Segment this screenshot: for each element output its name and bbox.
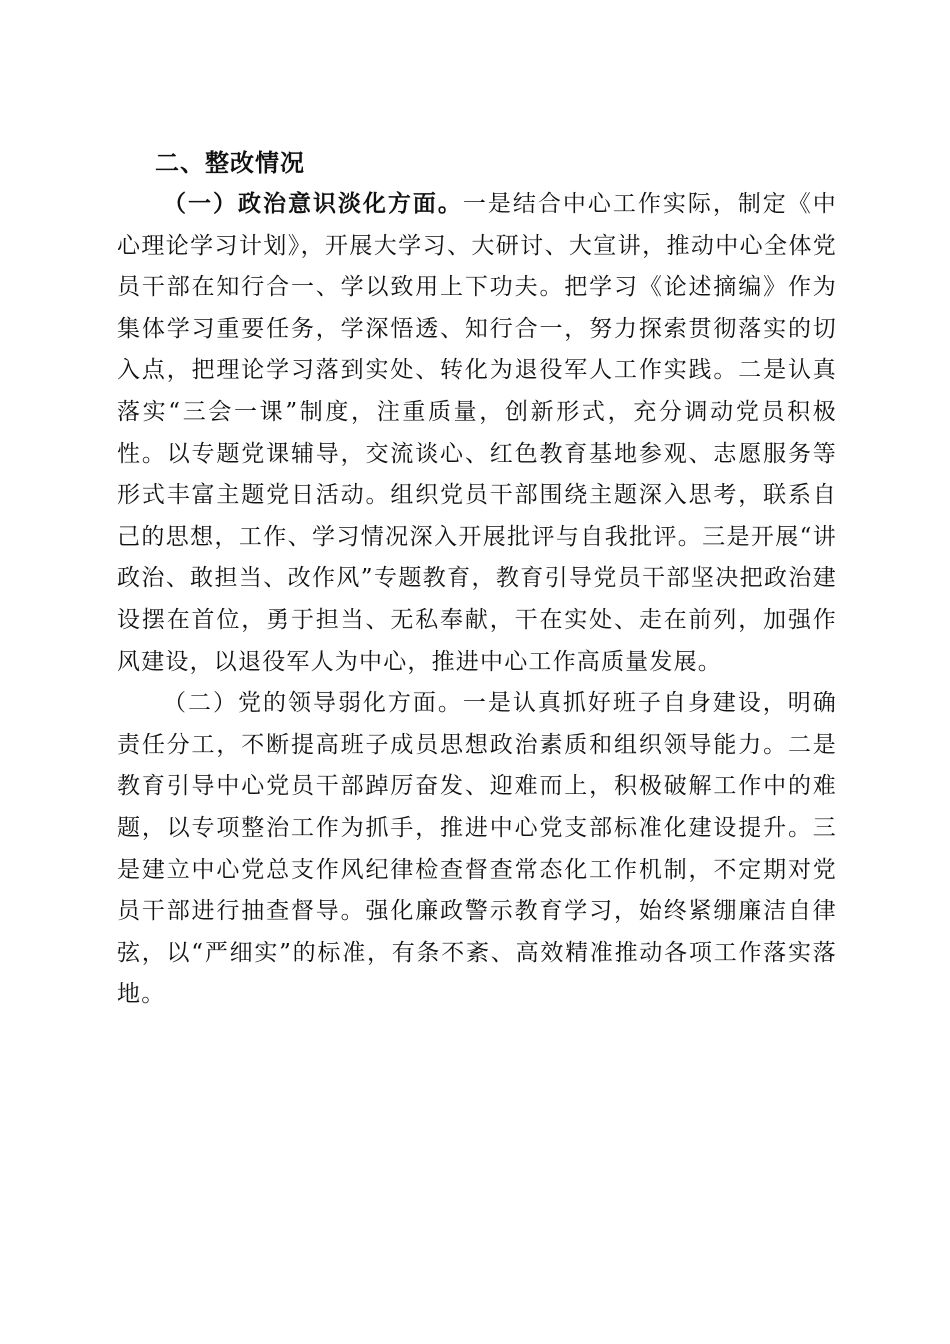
paragraph-political-awareness: [117, 184, 837, 683]
paragraph-lead-party-leadership: （二）党的领导弱化方面。: [163, 690, 463, 717]
paragraph-lead-political-awareness: （一）政治意识淡化方面。: [163, 191, 463, 217]
document-body: [117, 142, 837, 1016]
paragraph-body-political-awareness: 一是结合中心工作实际，制定《中心理论学习计划》，开展大学习、大研讨、大宣讲，推动中心全体党员干部在知行合一、学以致用上下功夫。把学习《论述摘编》作为集体学习重要任务，学深悟透、知行合一，努力探索贯彻落实的切入点，把理论学习落到实处、转化为退役军人工作实践。二是认真落实“三会一课”制度，注重质量，创新形式，充分调动党员积极性。以专题党课辅导，交流谈心、红色教育基地参观、志愿服务等形式丰富主题党日活动。组织党员干部围绕主题深入思考，联系自己的思想，工作、学习情况深入开展批评与自我批评。三是开展“讲政治、敢担当、改作风”专题教育，教育引导党员干部坚决把政治建设摆在首位，勇于担当、无私奉献，干在实处、走在前列，加强作风建设，以退役军人为中心，推进中心工作高质量发展。: [117, 191, 837, 675]
section-heading: 二、整改情况: [155, 149, 305, 177]
paragraph-party-leadership: [117, 683, 837, 1016]
paragraph-body-party-leadership: 一是认真抓好班子自身建设，明确责任分工，不断提高班子成员思想政治素质和组织领导能力。二是教育引导中心党员干部踔厉奋发、迎难而上，积极破解工作中的难题，以专项整治工作为抓手，推进中心党支部标准化建设提升。三是建立中心党总支作风纪律检查督查常态化工作机制，不定期对党员干部进行抽查督导。强化廉政警示教育学习，始终紧绷廉洁自律弦，以“严细实”的标准，有条不紊、高效精准推动各项工作落实落地。: [117, 690, 837, 1008]
